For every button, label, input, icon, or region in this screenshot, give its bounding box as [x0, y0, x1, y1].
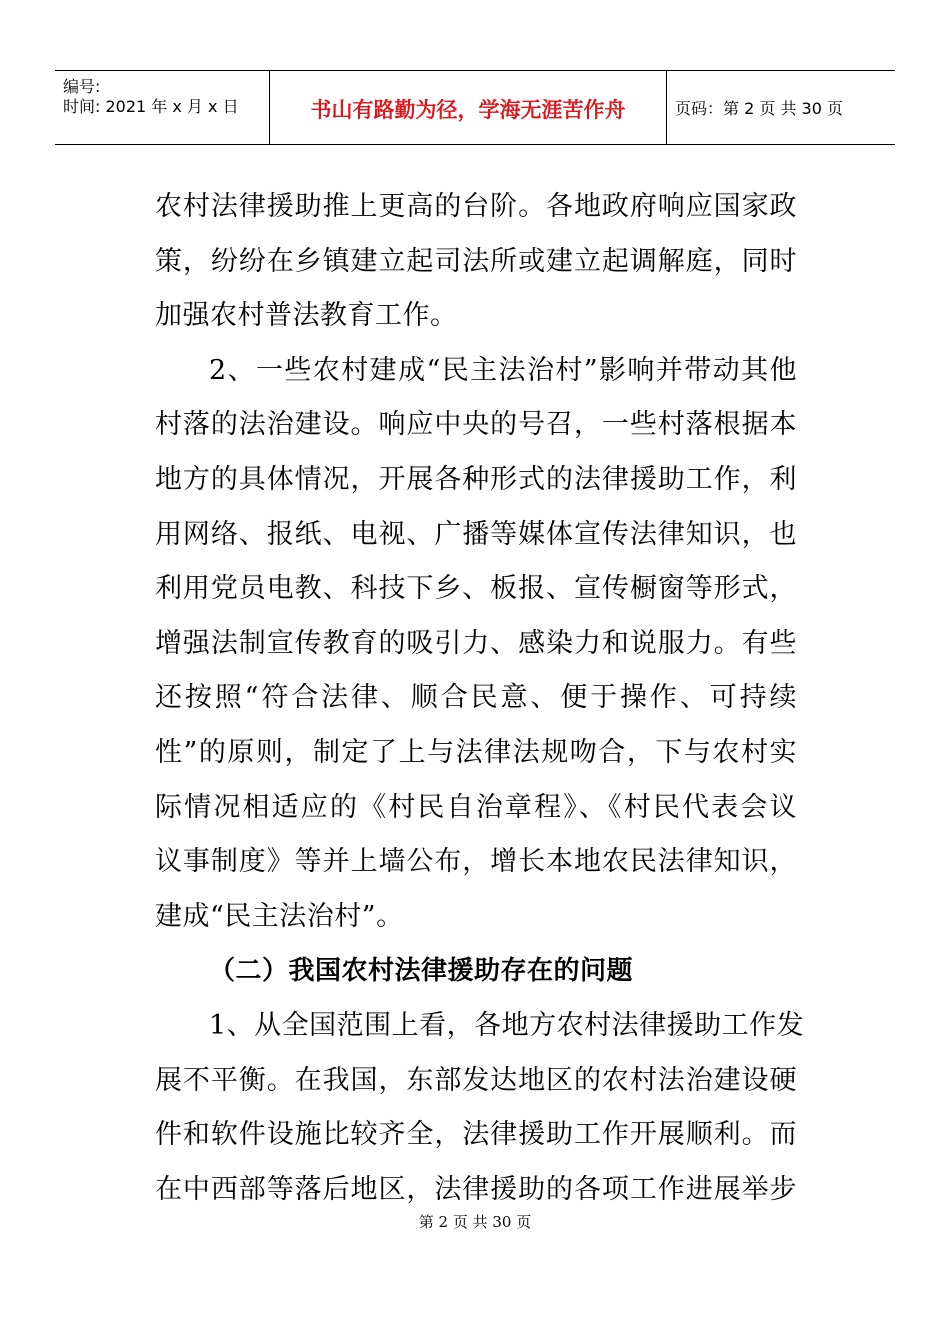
document-body — [155, 180, 805, 1217]
body-line: 性”的原则，制定了上与法律法规吻合，下与农村实 — [155, 736, 797, 768]
body-line: 用网络、报纸、电视、广播等媒体宣传法律知识，也 — [155, 518, 797, 550]
header-motto: 书山有路勤为径，学海无涯苦作舟 — [310, 98, 626, 122]
header-meta-cell — [55, 71, 269, 144]
page-footer: 第 2 页 共 30 页 — [418, 1213, 532, 1231]
document-time-label: 时间: 2021 年 x 月 x 日 — [63, 97, 239, 116]
body-line: 还按照“符合法律、顺合民意、便于操作、可持续 — [155, 682, 797, 714]
document-header — [55, 70, 895, 145]
body-line: 议事制度》等并上墙公布，增长本地农民法律知识， — [155, 846, 797, 878]
body-line: 地方的具体情况，开展各种形式的法律援助工作，利 — [155, 463, 797, 495]
body-line: 在中西部等落后地区，法律援助的各项工作进展举步 — [155, 1173, 797, 1205]
header-page-cell — [667, 71, 895, 144]
body-line: 件和软件设施比较齐全，法律援助工作开展顺利。而 — [155, 1119, 797, 1151]
body-line: 利用党员电教、科技下乡、板报、宣传橱窗等形式， — [155, 573, 797, 605]
body-line: 增强法制宣传教育的吸引力、感染力和说服力。有些 — [155, 627, 797, 659]
body-line: 建成“民主法治村”。 — [155, 900, 404, 932]
body-line: 2、一些农村建成“民主法治村”影响并带动其他 — [209, 354, 797, 386]
body-line: 村落的法治建设。响应中央的号召，一些村落根据本 — [155, 409, 797, 441]
body-line: 展不平衡。在我国，东部发达地区的农村法治建设硬 — [155, 1064, 797, 1096]
body-line: 际情况相适应的《村民自治章程》、《村民代表会议 — [155, 791, 797, 823]
section-heading: （二）我国农村法律援助存在的问题 — [209, 956, 634, 987]
body-line: 农村法律援助推上更高的台阶。各地政府响应国家政 — [155, 191, 797, 222]
header-page-info: 页码：第 2 页 共 30 页 — [675, 99, 843, 118]
document-number-label: 编号: — [63, 77, 101, 96]
body-line: 加强农村普法教育工作。 — [155, 300, 458, 332]
body-line: 1、从全国范围上看，各地方农村法律援助工作发 — [209, 1009, 805, 1041]
header-motto-cell — [269, 71, 667, 144]
body-line: 策，纷纷在乡镇建立起司法所或建立起调解庭，同时 — [155, 245, 797, 277]
